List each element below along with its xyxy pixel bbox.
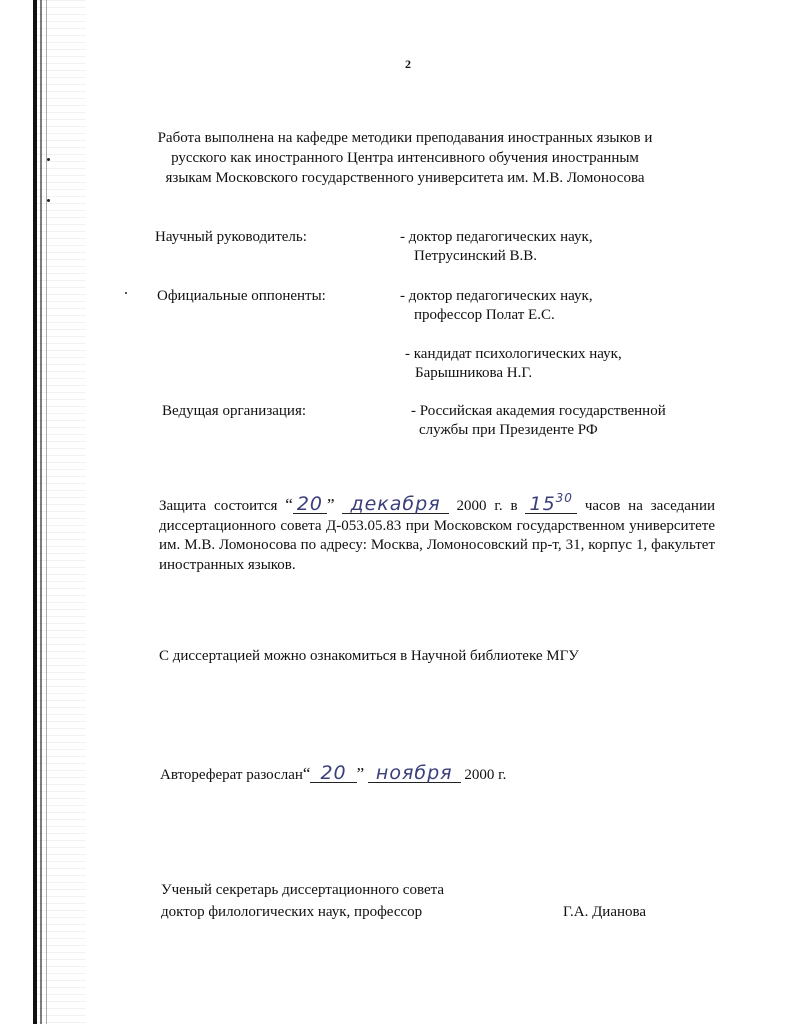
opponent-1-name: профессор Полат Е.С. (414, 307, 555, 323)
affiliation-line: русского как иностранного Центра интенсивного обучения иностранным (171, 150, 639, 166)
handwritten-day: 20 (293, 495, 327, 514)
library-note: С диссертацией можно ознакомиться в Научной библиотеке МГУ (159, 648, 579, 664)
handwritten-time (525, 489, 576, 514)
scan-noise (36, 0, 86, 1024)
scan-speck (125, 292, 127, 294)
secretary-title: Ученый секретарь диссертационного совета (161, 882, 444, 898)
mailing-year: 2000 г. (464, 767, 507, 783)
scan-speck (47, 199, 50, 202)
mailing-prefix: Автореферат разослан (160, 767, 303, 783)
leading-org-line: службы при Президенте РФ (419, 422, 598, 438)
leading-org-value (411, 402, 666, 440)
handwritten-mailing-month: ноября (368, 764, 461, 783)
handwritten-month: декабря (342, 495, 448, 514)
defense-details: часов на заседании диссертационного совета Д-053.05.83 при Московском государственном университете им. М.В. Ломоносова по адресу: Москва, Ломоносовский пр-т, 31, корпус 1, факультет иностранных языков. (159, 498, 716, 573)
opponent-2-degree: - кандидат психологических наук, (405, 346, 622, 362)
affiliation-line: Работа выполнена на кафедре методики преподавания иностранных языков и (157, 130, 653, 146)
affiliation-block (80, 128, 730, 188)
defense-paragraph: Защита состоится “ 20 ” декабря 2000 г. в $15^{30}$ часов на заседании диссертационного совета Д-053.05.83 при Московском государственном университете им. М.В. Ломоносова по адресу: Москва, Ломоносовский пр-т, 31, корпус 1, факультет иностранных языков. (159, 491, 716, 573)
supervisor-degree: - доктор педагогических наук, (400, 229, 593, 245)
handwritten-hour: 15 (529, 493, 556, 515)
handwritten-minutes: 30 (555, 491, 573, 505)
supervisor-name: Петрусинский В.В. (414, 248, 538, 264)
leading-org-line: - Российская академия государственной (411, 403, 666, 419)
opponent-1-degree: - доктор педагогических наук, (400, 288, 593, 304)
secretary-degree: доктор филологических наук, профессор (161, 904, 423, 920)
leading-org-label: Ведущая организация: (162, 403, 307, 419)
affiliation-line: языкам Московского государственного университета им. М.В. Ломоносова (165, 170, 645, 186)
mailing-line: Автореферат разослан“ 20 ” ноября 2000 г. (160, 762, 507, 784)
handwritten-mailing-day: 20 (310, 764, 356, 783)
opponents-label: Официальные оппоненты: (157, 288, 326, 304)
defense-year: 2000 г. в (456, 498, 518, 514)
opponent-2 (405, 345, 622, 383)
opponent-2-name: Барышникова Н.Г. (415, 365, 533, 381)
opponent-1 (400, 287, 593, 325)
secretary-name: Г.А. Дианова (563, 904, 647, 920)
defense-prefix: Защита состоится (159, 498, 278, 514)
scan-speck (47, 158, 50, 161)
supervisor-value (400, 228, 593, 266)
supervisor-label: Научный руководитель: (155, 229, 307, 245)
page-number: 2 (405, 57, 411, 71)
